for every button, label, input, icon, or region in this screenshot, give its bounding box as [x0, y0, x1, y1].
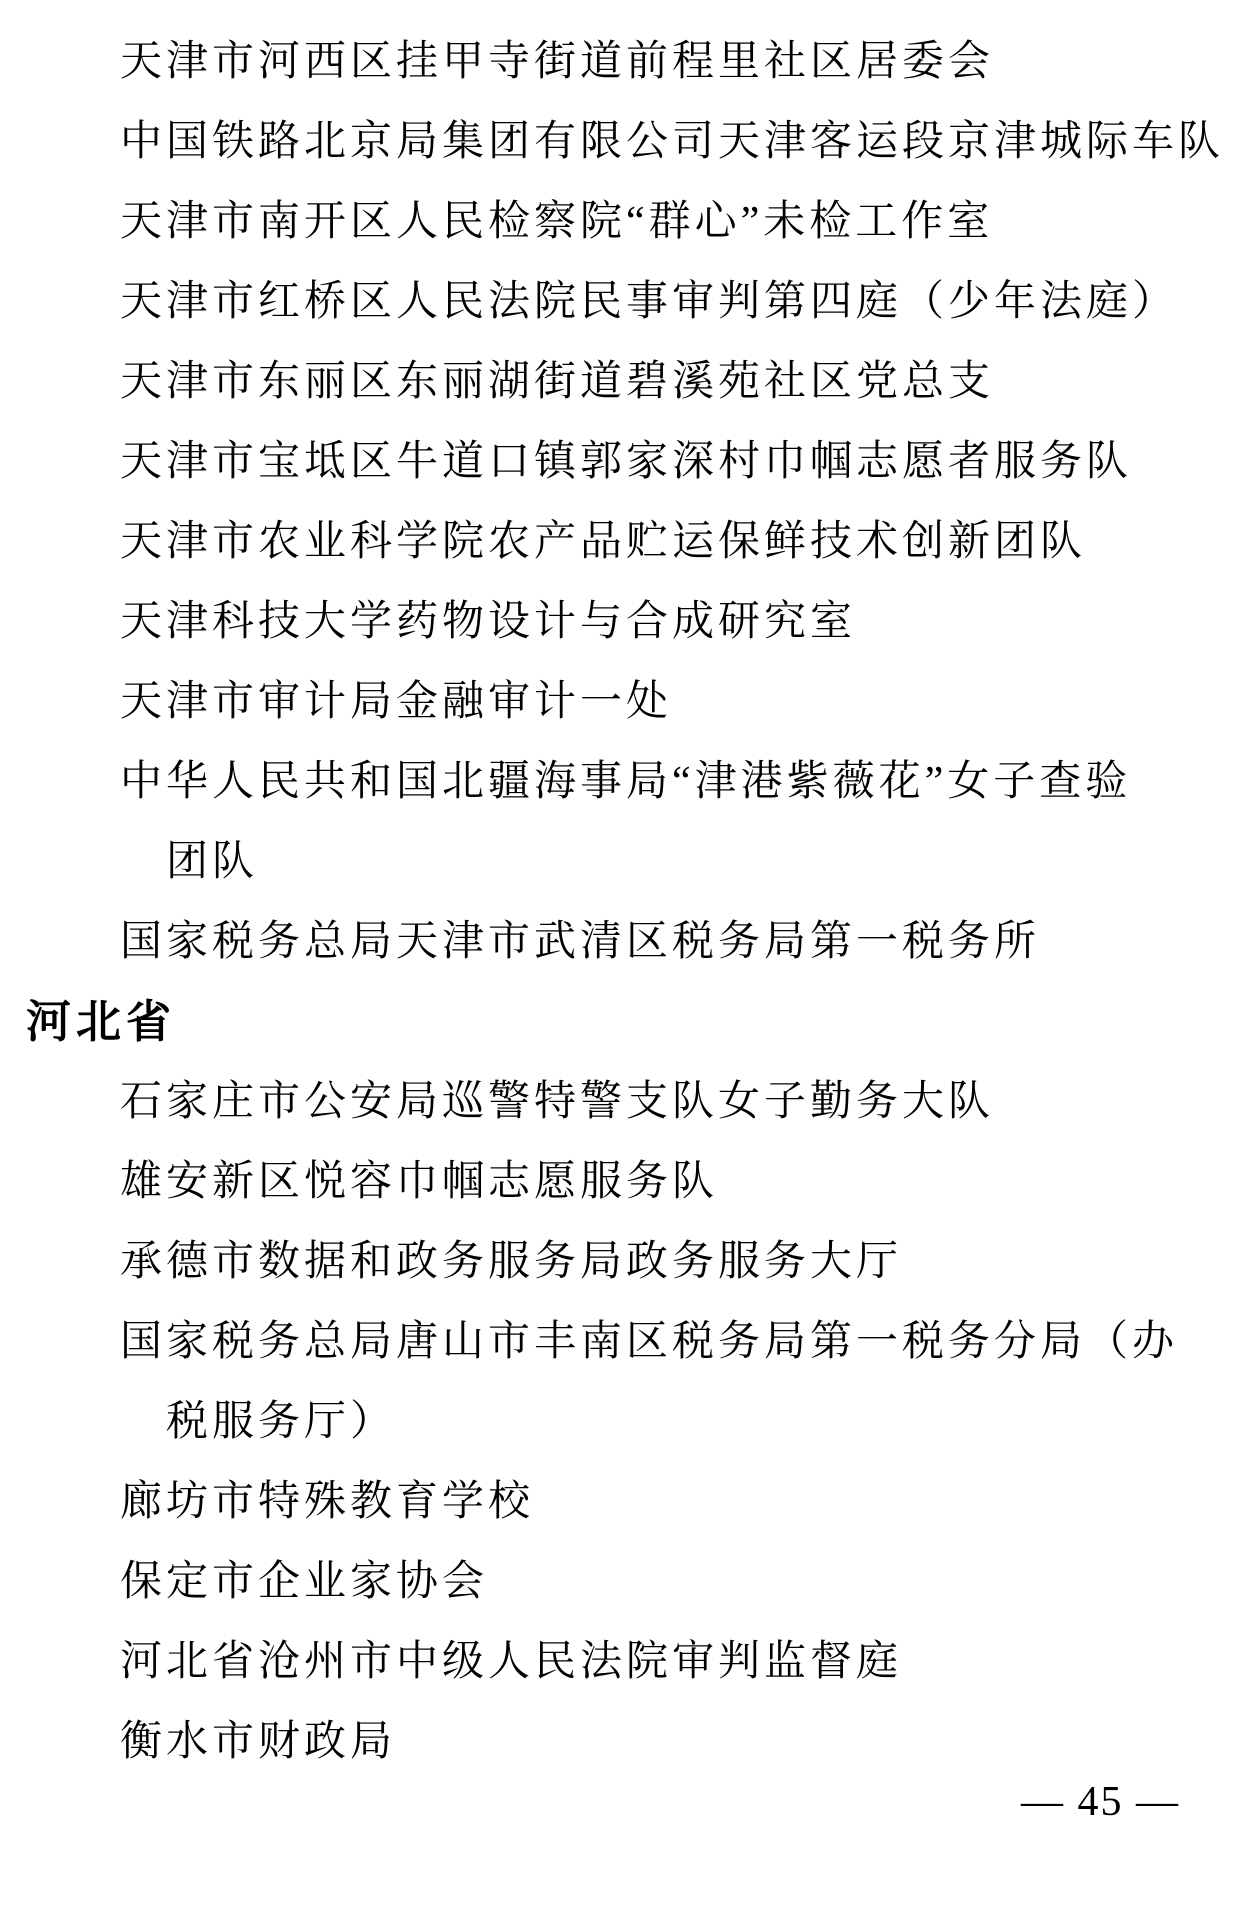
list-item-line: 天津市红桥区人民法院民事审判第四庭（少年法庭）: [120, 279, 1179, 325]
list-item-line: 天津市东丽区东丽湖街道碧溪苑社区党总支: [120, 359, 995, 405]
list-item-line: 保定市企业家协会: [120, 1559, 489, 1605]
list-item-line: 天津市宝坻区牛道口镇郭家深村巾帼志愿者服务队: [120, 439, 1133, 485]
list-item-line: 天津科技大学药物设计与合成研究室: [120, 599, 857, 645]
list-item-line: 中华人民共和国北疆海事局“津港紫薇花”女子查验: [120, 759, 1132, 805]
list-item-line: 国家税务总局天津市武清区税务局第一税务所: [120, 919, 1041, 965]
list-item-line: 天津市河西区挂甲寺街道前程里社区居委会: [120, 39, 995, 85]
list-item-line: 承德市数据和政务服务局政务服务大厅: [120, 1239, 903, 1285]
list-item-line: 国家税务总局唐山市丰南区税务局第一税务分局（办: [120, 1319, 1179, 1365]
page-number-footer: — 45 —: [1021, 1779, 1180, 1825]
list-item-line: 中国铁路北京局集团有限公司天津客运段京津城际车队: [120, 119, 1225, 165]
section-heading: 河北省: [26, 996, 177, 1047]
list-item-line: 石家庄市公安局巡警特警支队女子勤务大队: [120, 1079, 995, 1125]
list-item-line: 廊坊市特殊教育学校: [120, 1479, 535, 1525]
list-item-line: 河北省沧州市中级人民法院审判监督庭: [120, 1639, 903, 1685]
list-item-continuation-line: 团队: [166, 839, 259, 885]
list-item-line: 雄安新区悦容巾帼志愿服务队: [120, 1159, 719, 1205]
list-item-line: 衡水市财政局: [120, 1719, 397, 1765]
list-item-line: 天津市农业科学院农产品贮运保鲜技术创新团队: [120, 519, 1087, 565]
list-item-line: 天津市南开区人民检察院“群心”未检工作室: [120, 199, 994, 245]
list-item-continuation-line: 税服务厅）: [166, 1399, 397, 1445]
list-item-line: 天津市审计局金融审计一处: [120, 679, 673, 725]
